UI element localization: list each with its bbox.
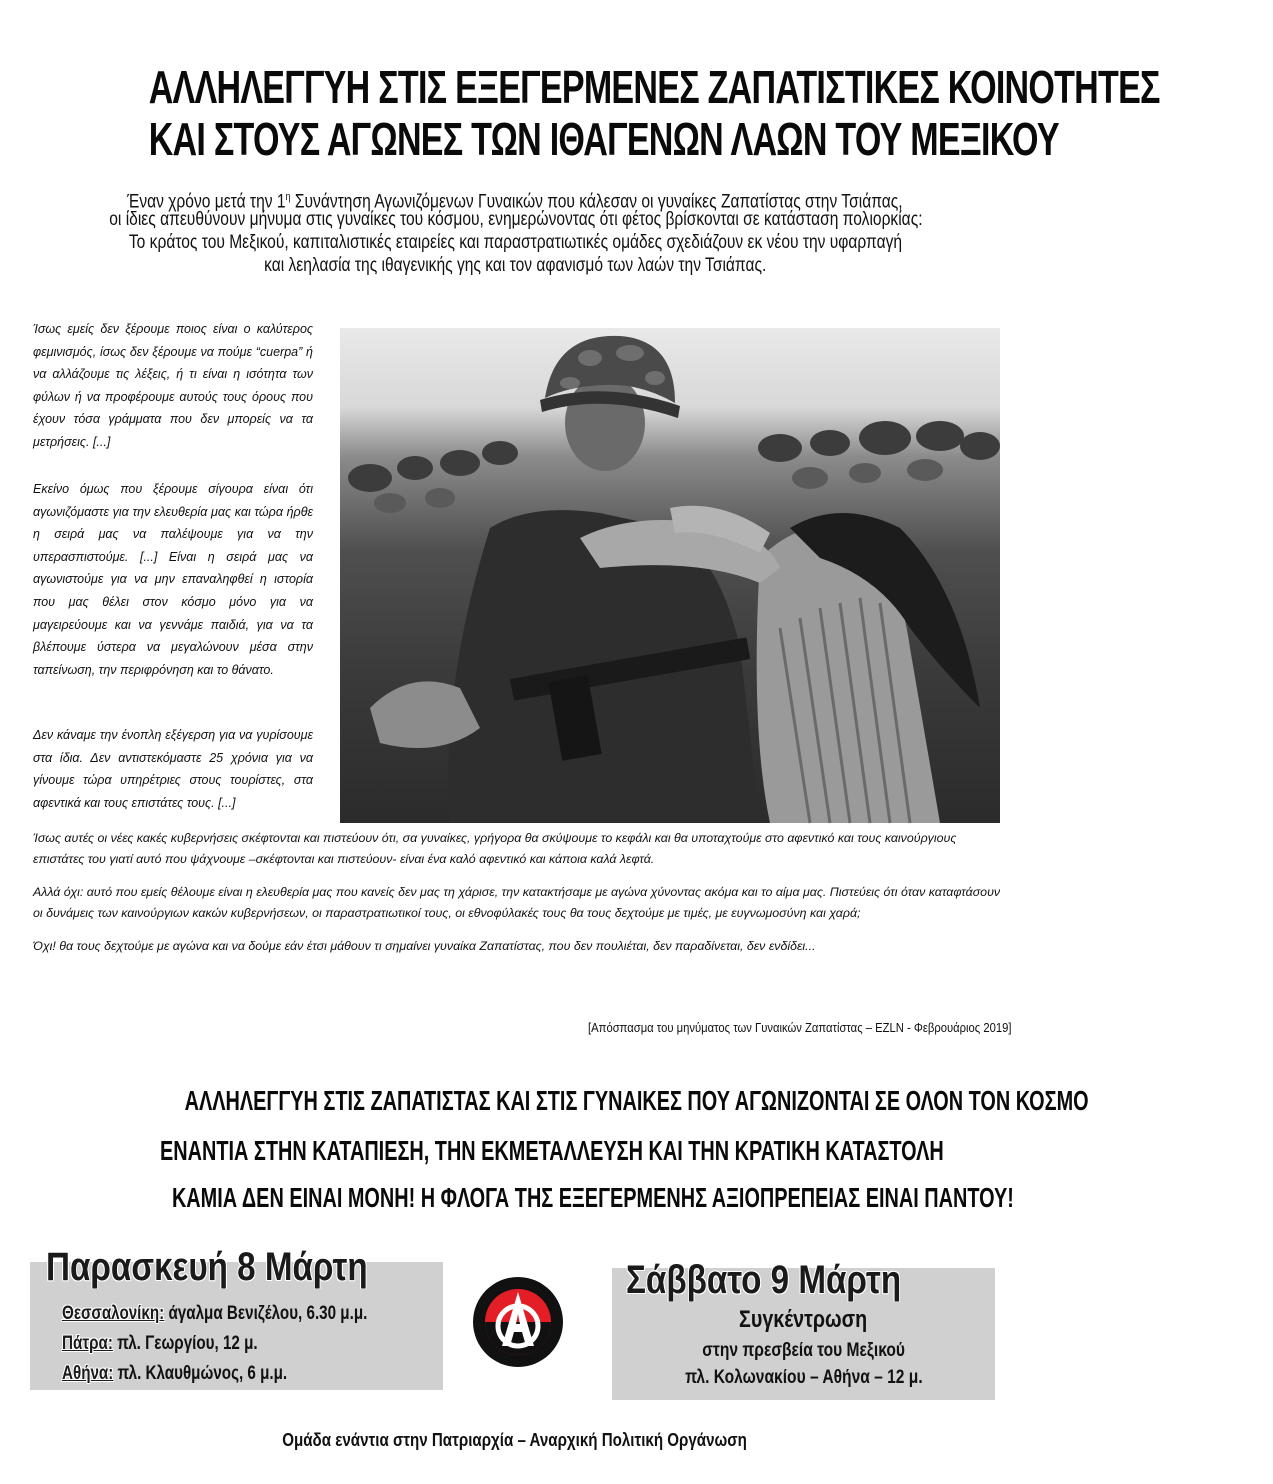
place-label: άγαλμα Βενιζέλου, 6.30 μ.μ. xyxy=(164,1303,368,1324)
saturday-location-line2: πλ. Κολωνακίου – Αθήνα – 12 μ. xyxy=(684,1367,923,1388)
poster-title-line2: ΚΑΙ ΣΤΟΥΣ ΑΓΩΝΕΣ ΤΩΝ ΙΘΑΓΕΝΩΝ ΛΑΩΝ ΤΟΥ ΜΕΞΙΚΟΥ xyxy=(148,113,1059,165)
city-label: Θεσσαλονίκη: xyxy=(62,1303,165,1324)
event-athens xyxy=(62,1363,287,1385)
place-label: πλ. Κλαυθμώνος, 6 μ.μ. xyxy=(113,1363,288,1384)
quote-paragraph-3: Δεν κάναμε την ένοπλη εξέγερση για να γυρίσουμε στα ίδια. Δεν αντιστεκόμαστε 25 χρόνια για να γίνουμε τώρα υπηρέτριες στους τουρίστες, στα αφεντικά και τους επιστάτες τους. [...] xyxy=(33,728,313,810)
friday-heading: Παρασκευή 8 Μάρτη xyxy=(46,1245,368,1289)
quote-paragraph-1: Ίσως εμείς δεν ξέρουμε ποιος είναι ο καλύτερος φεμινισμός, ίσως δεν ξέρουμε να πούμε “cuerpa” ή να αλλάζουμε τις λέξεις, ή τι είναι η ισότητα των φύλων ή να προφέρουμε αυτούς τους όρους που έχουν τόσα γράμματα που δεν μπορείς να τα μετρήσεις. [...] xyxy=(33,322,313,449)
city-label: Αθήνα: xyxy=(62,1363,114,1384)
photo-illustration xyxy=(340,328,1000,823)
quote-paragraph-6: Όχι! θα τους δεχτούμε με αγώνα και να δούμε εάν έτσι μάθουν τι σημαίνει γυναίκα Ζαπατίστας, που δεν πουλιέται, δεν παραδίνεται, δεν ενδίδει... xyxy=(33,939,816,953)
event-thessaloniki xyxy=(62,1303,367,1325)
intro-line-2: οι ίδιες απευθύνουν μήνυμα στις γυναίκες του κόσμου, ενημερώνοντας ότι φέτος βρίσκονται σε κατάσταση πολιορκίας: xyxy=(109,209,923,230)
quote-paragraph-5: Αλλά όχι: αυτό που εμείς θέλουμε είναι η ελευθερία μας που κανείς δεν μας τη χάρισε, την κατακτήσαμε με αγώνα χύνοντας ακόμα και το αίμα μας. Πιστεύεις ότι όταν καταφτάσουν οι δυνάμεις των καινούργιων κακών κυβερνήσεων, οι παραστρατιωτικοί τους, οι εθνοφύλακές τους θα τους δεχτούμε με τιμές, με ευγνωμοσύνη και χαρά; xyxy=(33,885,1001,920)
poster-title-line1: ΑΛΛΗΛΕΓΓΥΗ ΣΤΙΣ ΕΞΕΓΕΡΜΕΝΕΣ ΖΑΠΑΤΙΣΤΙΚΕΣ ΚΟΙΝΟΤΗΤΕΣ xyxy=(148,61,1160,113)
intro-line-1-end: Συνάντηση Αγωνιζόμενων Γυναικών που κάλεσαν οι γυναίκες Ζαπατίστας στην Τσιάπας, xyxy=(290,191,903,213)
event-patra xyxy=(62,1333,258,1355)
quote-source: [Απόσπασμα του μηνύματος των Γυναικών Ζαπατίστας – EZLN - Φεβρουάριος 2019] xyxy=(588,1021,1012,1035)
saturday-location-line1: στην πρεσβεία του Μεξικού xyxy=(702,1340,905,1361)
intro-line-1-start: Έναν χρόνο μετά την 1 xyxy=(127,191,286,213)
footer-signature: Ομάδα ενάντια στην Πατριαρχία – Αναρχική Πολιτική Οργάνωση xyxy=(282,1430,748,1450)
organization-logo xyxy=(472,1268,564,1376)
protest-photo xyxy=(340,328,1000,823)
slogan-line-3: ΚΑΜΙΑ ΔΕΝ ΕΙΝΑΙ ΜΟΝΗ! Η ΦΛΟΓΑ ΤΗΣ ΕΞΕΓΕΡΜΕΝΗΣ ΑΞΙΟΠΡΕΠΕΙΑΣ ΕΙΝΑΙ ΠΑΝΤΟΥ! xyxy=(171,1182,1014,1213)
intro-line-3: Το κράτος του Μεξικού, καπιταλιστικές εταιρείες και παραστρατιωτικές ομάδες σχεδιάζουν εκ νέου την υφαρπαγή xyxy=(128,232,902,253)
anarchy-a-icon xyxy=(472,1268,564,1376)
slogan-line-2: ΕΝΑΝΤΙΑ ΣΤΗΝ ΚΑΤΑΠΙΕΣΗ, ΤΗΝ ΕΚΜΕΤΑΛΛΕΥΣΗ ΚΑΙ ΤΗΝ ΚΡΑΤΙΚΗ ΚΑΤΑΣΤΟΛΗ xyxy=(160,1135,944,1166)
slogan-line-1: ΑΛΛΗΛΕΓΓΥΗ ΣΤΙΣ ΖΑΠΑΤΙΣΤΑΣ ΚΑΙ ΣΤΙΣ ΓΥΝΑΙΚΕΣ ΠΟΥ ΑΓΩΝΙΖΟΝΤΑΙ ΣΕ ΟΛΟΝ ΤΟΝ ΚΟΣΜΟ xyxy=(184,1085,1089,1116)
intro-superscript: η xyxy=(285,191,291,203)
intro-line-4: και λεηλασία της ιθαγενικής γης και τον αφανισμό των λαών την Τσιάπας. xyxy=(263,255,767,276)
quote-paragraph-2: Εκείνο όμως που ξέρουμε σίγουρα είναι ότι αγωνιζόμαστε για την ελευθερία μας και τώρα ήρθε η σειρά μας να παλέψουμε για να την υπερασπιστούμε. [...] Είναι η σειρά μας να αγωνιστούμε για να μην επαναληφθεί η ιστορία που μας θέλει στον κόσμο μόνο για να μαγειρεύουμε και να γεννάμε παιδιά, για να τα βλέπουμε ύστερα να μεγαλώνουν μέσα στην ταπείνωση, την περιφρόνηση και το θάνατο. xyxy=(33,482,313,677)
place-label: πλ. Γεωργίου, 12 μ. xyxy=(112,1333,258,1354)
city-label: Πάτρα: xyxy=(62,1333,113,1354)
quote-paragraph-4: Ίσως αυτές οι νέες κακές κυβερνήσεις σκέφτονται και πιστεύουν ότι, σα γυναίκες, γρήγορα θα σκύψουμε το κεφάλι και θα υποταχτούμε στο αφεντικό και τους καινούργιους επιστάτες του γιατί αυτό που ψάχνουμε –σκέφτονται και πιστεύουν- είναι ένα καλό αφεντικό και κάποια καλά λεφτά. xyxy=(33,831,957,866)
saturday-heading: Σάββατο 9 Μάρτη xyxy=(626,1258,902,1302)
saturday-subheading: Συγκέντρωση xyxy=(739,1306,868,1333)
